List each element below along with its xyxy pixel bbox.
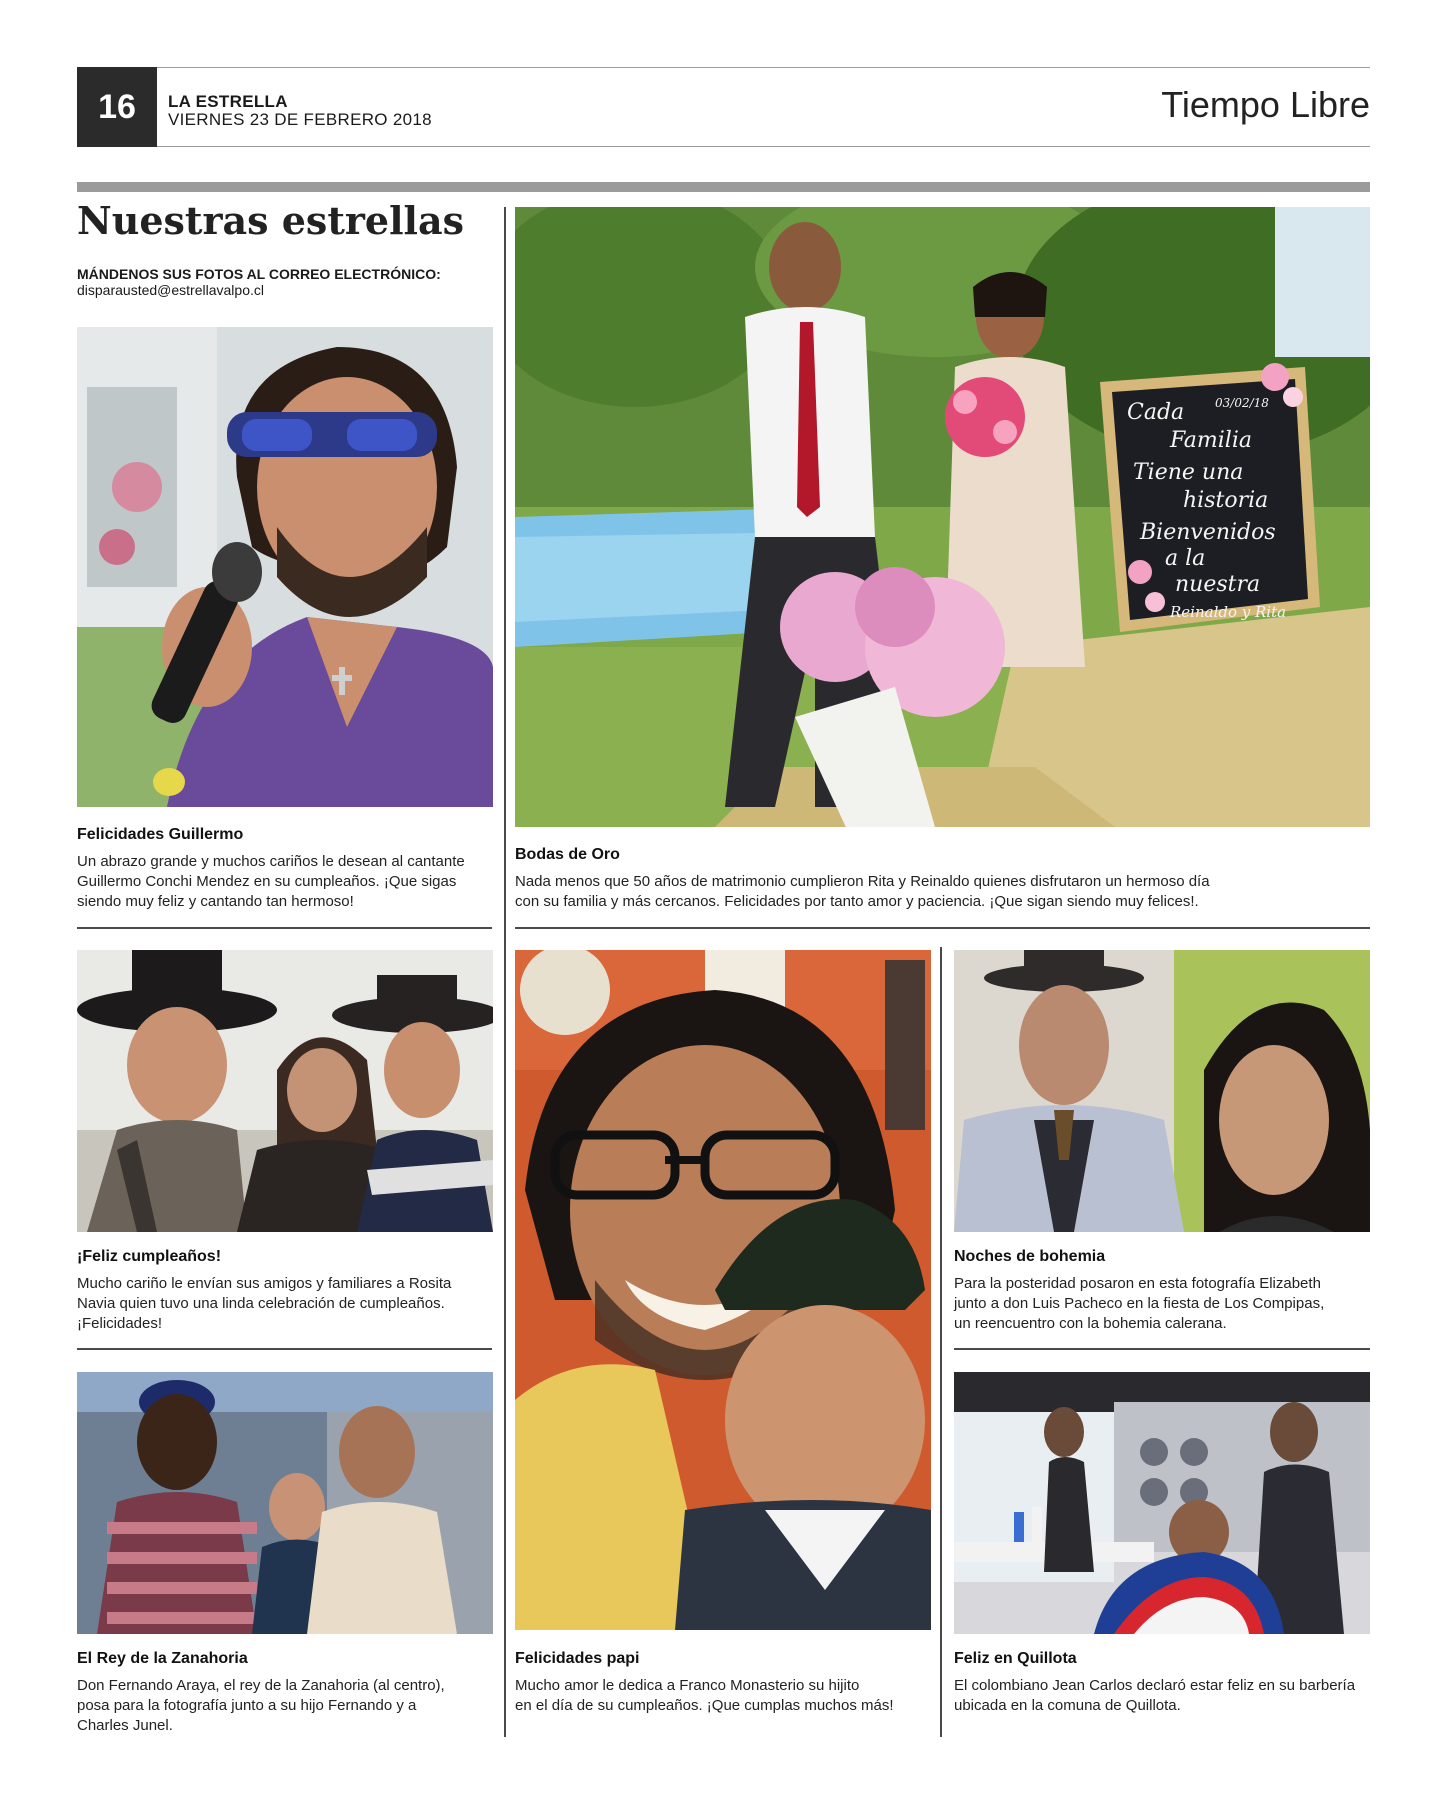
story-line: en el día de su cumpleaños. ¡Que cumplas muchos más! bbox=[515, 1697, 894, 1714]
sign-line-3: Tiene una bbox=[1133, 460, 1244, 485]
story-line: ubicada en la comuna de Quillota. bbox=[954, 1697, 1181, 1714]
sign-line-6: a la bbox=[1165, 546, 1206, 571]
sign-line-8: Reinaldo y Rita bbox=[1170, 603, 1287, 621]
header-top-rule bbox=[77, 67, 1370, 68]
story-title-zanahoria: El Rey de la Zanahoria bbox=[77, 1650, 248, 1667]
story-line: Mucho cariño le envían sus amigos y familiares a Rosita bbox=[77, 1275, 452, 1292]
photo-singer bbox=[77, 327, 493, 807]
story-title-bodas: Bodas de Oro bbox=[515, 846, 620, 863]
story-text-quillota bbox=[954, 1676, 1370, 1716]
story-line: El colombiano Jean Carlos declaró estar feliz en su barbería bbox=[954, 1677, 1356, 1694]
story-line: junto a don Luis Pacheco en la fiesta de Los Compipas, bbox=[954, 1295, 1325, 1312]
photo-golden-wedding bbox=[515, 207, 1370, 827]
story-line: Navia quien tuvo una linda celebración de cumpleaños. bbox=[77, 1295, 445, 1312]
story-line: Nada menos que 50 años de matrimonio cumplieron Rita y Reinaldo quienes disfrutaron un hermoso día bbox=[515, 873, 1210, 890]
story-line: posa para la fotografía junto a su hijo Fernando y a bbox=[77, 1697, 417, 1714]
row-rule-left-2 bbox=[77, 1348, 492, 1350]
story-line: con su familia y más cercanos. Felicidades por tanto amor y paciencia. ¡Que sigan siendo muy felices!. bbox=[515, 893, 1199, 910]
story-text-papi bbox=[515, 1676, 931, 1716]
photo-father-son bbox=[515, 950, 931, 1630]
submit-photos-label: MÁNDENOS SUS FOTOS AL CORREO ELECTRÓNICO: bbox=[77, 266, 441, 282]
story-line: Don Fernando Araya, el rey de la Zanahoria (al centro), bbox=[77, 1677, 445, 1694]
story-title-guillermo: Felicidades Guillermo bbox=[77, 826, 244, 843]
photo-carrot-king bbox=[77, 1372, 493, 1634]
sign-line-1: Cada bbox=[1127, 400, 1185, 425]
story-line: Charles Junel. bbox=[77, 1717, 173, 1734]
page-title: Nuestras estrellas bbox=[77, 198, 464, 243]
sign-line-7: nuestra bbox=[1175, 572, 1261, 597]
submit-email[interactable]: disparausted@estrellavalpo.cl bbox=[77, 282, 264, 298]
sign-line-5: Bienvenidos bbox=[1140, 520, 1276, 545]
story-line: Para la posteridad posaron en esta fotografía Elizabeth bbox=[954, 1275, 1321, 1292]
photo-barbershop bbox=[954, 1372, 1370, 1634]
story-line: Un abrazo grande y muchos cariños le desean al cantante bbox=[77, 853, 465, 870]
sign-date: 03/02/18 bbox=[1215, 396, 1269, 410]
sign-line-4: historia bbox=[1183, 488, 1269, 513]
section-title: Tiempo Libre bbox=[1161, 84, 1370, 125]
column-rule-1 bbox=[504, 207, 506, 1737]
story-line: siendo muy feliz y cantando tan hermoso! bbox=[77, 893, 354, 910]
story-text-cumpleanos bbox=[77, 1274, 492, 1334]
story-title-papi: Felicidades papi bbox=[515, 1650, 640, 1667]
photo-birthday-friends bbox=[77, 950, 493, 1232]
section-band bbox=[77, 182, 1370, 192]
row-rule-left-1 bbox=[77, 927, 492, 929]
header-bottom-rule bbox=[77, 146, 1370, 147]
row-rule-right-2 bbox=[954, 1348, 1370, 1350]
issue-date: VIERNES 23 DE FEBRERO 2018 bbox=[168, 110, 432, 129]
story-text-bodas bbox=[515, 872, 1370, 912]
sign-line-2: Familia bbox=[1170, 428, 1252, 453]
row-rule-right-1 bbox=[515, 927, 1370, 929]
column-rule-2 bbox=[940, 947, 942, 1737]
story-title-cumpleanos: ¡Feliz cumpleaños! bbox=[77, 1248, 222, 1265]
page-number: 16 bbox=[77, 67, 157, 147]
story-text-guillermo bbox=[77, 852, 492, 912]
story-line: Mucho amor le dedica a Franco Monasterio su hijito bbox=[515, 1677, 860, 1694]
story-title-quillota: Feliz en Quillota bbox=[954, 1650, 1077, 1667]
story-line: ¡Felicidades! bbox=[77, 1315, 163, 1332]
story-line: un reencuentro con la bohemia calerana. bbox=[954, 1315, 1227, 1332]
story-title-bohemia: Noches de bohemia bbox=[954, 1248, 1106, 1265]
story-line: Guillermo Conchi Mendez en su cumpleaños. ¡Que sigas bbox=[77, 873, 457, 890]
story-text-bohemia bbox=[954, 1274, 1370, 1334]
newspaper-name: LA ESTRELLA bbox=[168, 92, 288, 111]
photo-bohemian-night bbox=[954, 950, 1370, 1232]
story-text-zanahoria bbox=[77, 1676, 492, 1736]
